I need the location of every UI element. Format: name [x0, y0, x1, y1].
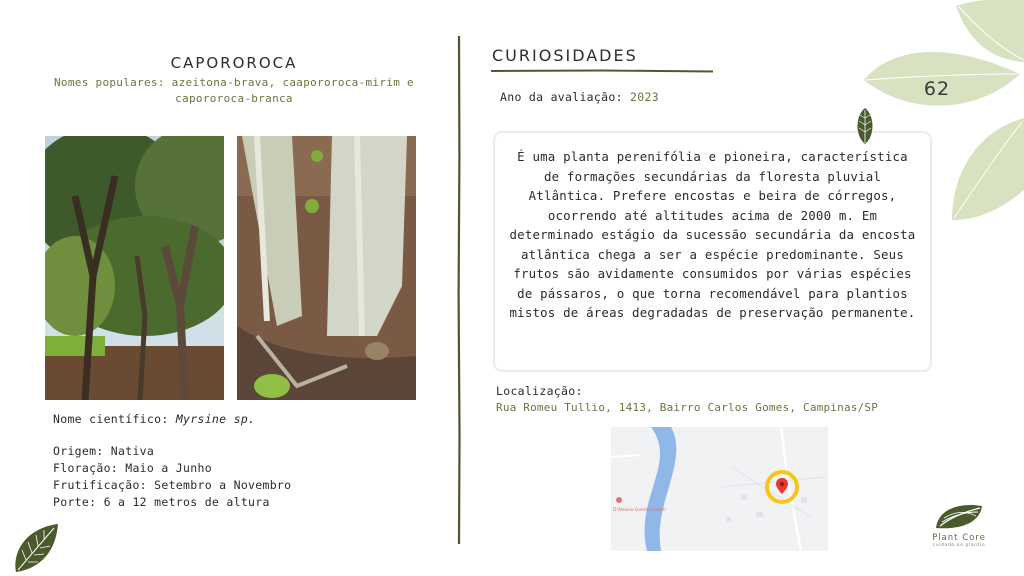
- location-map[interactable]: [611, 427, 828, 551]
- size: Porte: 6 a 12 metros de altura: [53, 495, 270, 509]
- location-address: Rua Romeu Tullio, 1413, Bairro Carlos Gomes, Campinas/SP: [496, 401, 879, 414]
- leaf-decoration: [860, 0, 1024, 230]
- scientific-name: [53, 411, 255, 428]
- popular-names: Nomes populares: azeitona-brava, caapororoca-mirim e capororoca-branca: [54, 76, 414, 105]
- location-label: Localização:: [496, 384, 583, 398]
- species-details: [53, 443, 291, 511]
- trunk-photo: [237, 136, 416, 400]
- page-number: 62: [923, 78, 951, 100]
- brand-logo: [924, 500, 994, 548]
- map-poi-label: D'Alessio Geletti Lucchi: [613, 508, 666, 513]
- scientific-value: Myrsine sp.: [175, 412, 256, 426]
- curiosities-title: CURIOSIDADES: [492, 46, 638, 65]
- tree-photo: [45, 136, 224, 400]
- brand-leaf-icon: [932, 500, 986, 532]
- origin: Origem: Nativa: [53, 444, 155, 458]
- title-underline: [491, 68, 713, 74]
- column-divider: [457, 36, 461, 544]
- species-title: CAPOROROCA: [170, 54, 298, 72]
- brand-tagline: cuidado ao plantio: [932, 543, 986, 548]
- brand-name: Plant Core: [932, 533, 986, 543]
- leaf-icon: [12, 522, 60, 574]
- leaf-icon: [853, 106, 877, 146]
- description-text: É uma planta perenifólia e pioneira, característica de formações secundárias da floresta pluvial Atlântica. Prefere encostas e beira de córregos, ocorrendo até altitudes acima de 2000 m. Em determinado estágio da sucessão secundária da encosta atlântica chega a ser a espécie predominante. Seus frutos são avidamente consumidos por várias espécies de pássaros, o que torna recomendável para plantios mistos de áreas degradadas de preservação permanente.: [509, 149, 916, 320]
- evaluation-year: [500, 90, 659, 104]
- fruiting: Frutificação: Setembro a Novembro: [53, 478, 292, 492]
- year-value: 2023: [630, 90, 659, 104]
- flowering: Floração: Maio a Junho: [53, 461, 212, 475]
- scientific-label: Nome científico:: [53, 412, 169, 426]
- year-label: Ano da avaliação:: [500, 90, 623, 104]
